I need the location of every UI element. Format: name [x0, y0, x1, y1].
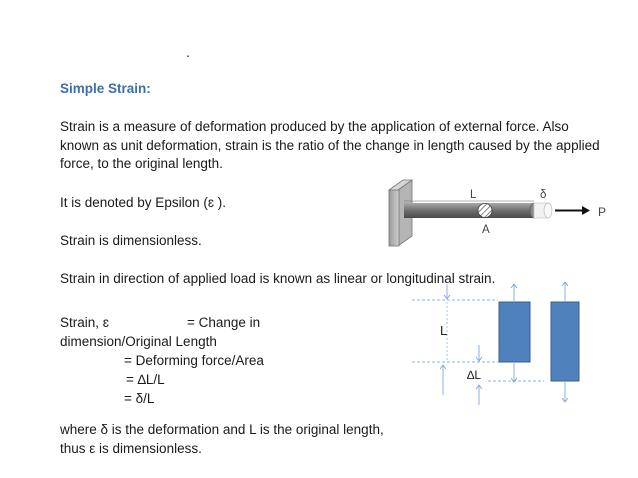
- rod-label-A: A: [482, 224, 490, 236]
- rod-label-delta: δ: [540, 189, 547, 201]
- epsilon-line-prefix: It is denoted by Epsilon (: [60, 195, 208, 210]
- section-heading: Simple Strain:: [60, 81, 151, 96]
- conclusion-line-2: thus ε is dimensionless.: [60, 441, 202, 456]
- formula-eq1-b: dimension/Original Length: [60, 334, 217, 349]
- stray-dot: .: [186, 45, 190, 60]
- elongated-bar: [551, 302, 579, 381]
- longitudinal-statement: Strain in direction of applied load is known as linear or longitudinal strain.: [60, 271, 496, 286]
- rod-label-P: P: [598, 205, 607, 219]
- bar-label-L: L: [440, 323, 448, 338]
- rod-label-L: L: [470, 189, 477, 201]
- bar-label-dL: ∆L: [467, 368, 482, 382]
- formula-eq4: = δ/L: [124, 391, 155, 406]
- formula-eq2: = Deforming force/Area: [124, 353, 264, 368]
- epsilon-line-suffix: ).: [214, 195, 227, 210]
- formula-eq1-a: = Change in: [187, 315, 261, 330]
- epsilon-symbol: ɛ: [207, 195, 215, 210]
- formula-lhs: Strain, ɛ: [60, 315, 109, 330]
- dimensionless-statement: Strain is dimensionless.: [60, 233, 202, 248]
- original-bar: [499, 302, 530, 362]
- definition-paragraph: Strain is a measure of deformation produced by the application of external force. Also known as unit deformation, strain is the ratio of the change in length caused by the applied force, to the original length.: [60, 119, 600, 171]
- formula-eq3: = ∆L/L: [126, 372, 165, 387]
- conclusion-line-1: where δ is the deformation and L is the original length,: [60, 422, 384, 437]
